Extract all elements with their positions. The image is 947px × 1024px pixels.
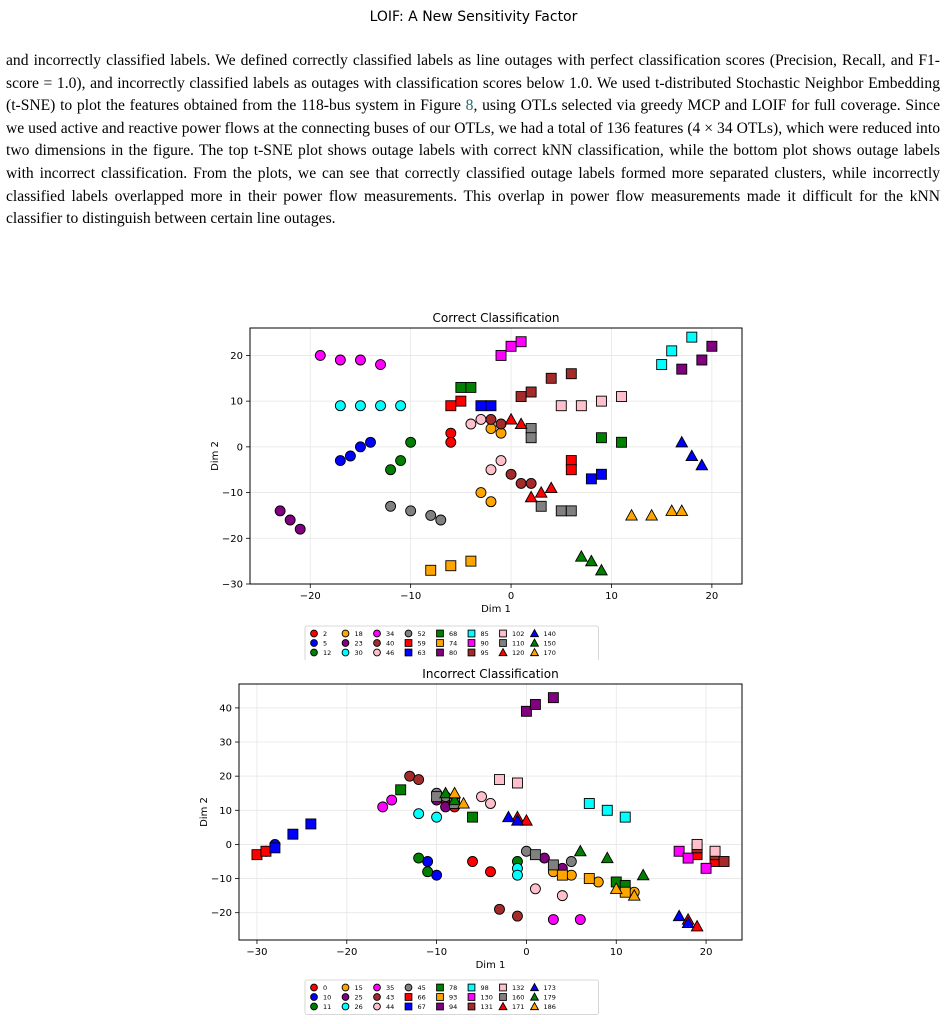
data-point-23: [285, 515, 295, 525]
data-point-59: [456, 396, 466, 406]
x-tick-label: −10: [426, 947, 448, 958]
data-point-78: [396, 785, 406, 795]
data-point-130: [674, 846, 684, 856]
correct-classification-figure: [0, 308, 947, 660]
data-point-132: [494, 775, 504, 785]
legend-label: 90: [480, 639, 489, 648]
paragraph-text-2: , using OTLs selected via greedy MCP and LOIF for full coverage. Since we used active and reactive power flows at the connecting buses of our OTLs, we had a total of 136 features (4 × 34 OTLs), which were reduced into two dimensions in the figure. The top t-SNE plot shows outage labels with correct kNN classification, while the bottom plot shows outage labels with incorrect classification. From the plots, we can see that correctly classified outage labels formed more separated clusters, while incorrectly classified labels overlapped more in their power flow measurements. This overlap in power flow measurements made it difficult for the kNN classifier to distinguish between certain line outages.: [6, 97, 940, 228]
y-tick-label: 20: [230, 350, 243, 362]
y-tick-label: 0: [236, 442, 243, 454]
data-point-46: [476, 414, 486, 424]
legend-label: 85: [480, 630, 489, 638]
legend-marker-63: [405, 649, 412, 656]
data-point-132: [692, 839, 702, 849]
data-point-170: [666, 505, 678, 515]
y-tick-label: −20: [221, 533, 243, 545]
legend-label: 5: [323, 639, 328, 648]
chart-title: Correct Classification: [432, 311, 560, 325]
legend: [305, 980, 599, 1015]
legend-marker-34: [374, 630, 381, 637]
x-tick-label: 0: [507, 591, 515, 602]
legend-label: 67: [417, 1003, 426, 1011]
legend-marker-74: [437, 640, 444, 647]
legend-marker-44: [374, 1003, 381, 1010]
legend-label: 102: [512, 630, 525, 638]
legend-label: 34: [386, 630, 395, 638]
legend-label: 0: [323, 984, 328, 992]
data-point-130: [683, 853, 693, 863]
legend-marker-102: [500, 630, 507, 637]
data-point-11: [414, 853, 424, 863]
x-tick-label: 0: [523, 947, 530, 958]
paragraph-text-1: and incorrectly classified labels. We defined correctly classified labels as line outages with perfect classification scores (Precision, Recall, and F1-score = 1.0), and incorrectly classified labels as outages with classification scores below 1.0. We used t-distributed Stochastic Neighbor Embedding (t-SNE) to plot the features obtained from the 118-bus system in Figure: [6, 52, 940, 115]
legend-label: 52: [417, 630, 426, 638]
data-point-170: [676, 505, 688, 515]
data-point-131: [719, 856, 729, 866]
data-point-110: [536, 501, 546, 511]
data-point-93: [584, 874, 594, 884]
data-point-40: [496, 419, 506, 429]
legend-marker-52: [405, 630, 412, 637]
data-point-102: [617, 392, 627, 402]
legend-label: 140: [543, 630, 556, 638]
data-point-52: [406, 506, 416, 516]
legend-label: 40: [386, 639, 395, 648]
legend-label: 173: [543, 984, 556, 992]
legend: [305, 626, 599, 660]
data-point-80: [707, 341, 717, 351]
data-point-179: [602, 852, 614, 862]
data-point-45: [566, 856, 576, 866]
y-tick-label: −10: [210, 874, 232, 886]
legend-marker-18: [342, 630, 349, 637]
data-point-170: [646, 510, 658, 520]
legend-marker-78: [437, 984, 444, 991]
data-point-74: [466, 556, 476, 566]
data-point-110: [556, 506, 566, 516]
data-point-30: [376, 401, 386, 411]
data-point-170: [626, 510, 638, 520]
legend-label: 171: [512, 1003, 525, 1011]
legend-label: 68: [449, 630, 458, 638]
data-point-34: [335, 355, 345, 365]
legend-label: 46: [386, 649, 395, 657]
data-point-5: [335, 456, 345, 466]
data-point-67: [270, 843, 280, 853]
legend-marker-80: [437, 649, 444, 656]
data-point-173: [673, 910, 685, 920]
data-point-150: [576, 551, 588, 561]
y-tick-label: 10: [230, 396, 243, 408]
data-point-52: [386, 501, 396, 511]
data-point-26: [512, 870, 522, 880]
legend-marker-130: [468, 994, 475, 1001]
legend-label: 80: [449, 649, 458, 657]
data-point-23: [275, 506, 285, 516]
data-point-98: [584, 798, 594, 808]
legend-label: 23: [354, 639, 363, 648]
legend-marker-160: [500, 994, 507, 1001]
data-point-74: [446, 561, 456, 571]
data-point-120: [505, 414, 517, 424]
data-point-150: [586, 555, 598, 565]
legend-label: 95: [480, 649, 489, 657]
data-point-52: [436, 515, 446, 525]
legend-marker-68: [437, 630, 444, 637]
data-point-0: [468, 856, 478, 866]
data-point-35: [387, 795, 397, 805]
legend-label: 63: [417, 649, 426, 657]
legend-marker-67: [405, 1003, 412, 1010]
data-point-98: [620, 812, 630, 822]
legend-marker-66: [405, 994, 412, 1001]
legend-label: 18: [354, 630, 363, 638]
data-points: [252, 693, 729, 931]
legend-marker-12: [311, 649, 318, 656]
legend-marker-26: [342, 1003, 349, 1010]
data-point-80: [697, 355, 707, 365]
data-point-102: [596, 396, 606, 406]
y-tick-label: 40: [219, 703, 232, 715]
data-point-98: [602, 805, 612, 815]
data-point-67: [306, 819, 316, 829]
data-point-94: [530, 699, 540, 709]
data-point-68: [456, 382, 466, 392]
legend-label: 59: [417, 639, 426, 648]
data-point-66: [261, 846, 271, 856]
running-header: LOIF: A New Sensitivity Factor: [369, 9, 578, 25]
legend-label: 150: [543, 639, 556, 648]
legend-marker-93: [437, 994, 444, 1001]
legend-label: 74: [449, 639, 458, 648]
data-point-95: [546, 373, 556, 383]
data-point-95: [526, 387, 536, 397]
data-point-74: [426, 565, 436, 575]
x-tick-label: −30: [246, 947, 268, 958]
data-point-179: [575, 846, 587, 856]
data-point-43: [414, 775, 424, 785]
data-point-110: [566, 506, 576, 516]
data-point-186: [449, 787, 461, 797]
data-point-30: [355, 401, 365, 411]
data-point-95: [566, 369, 576, 379]
data-points: [275, 332, 717, 575]
legend-marker-23: [342, 640, 349, 647]
legend-label: 10: [323, 993, 332, 1002]
legend-label: 130: [480, 993, 493, 1002]
legend-label: 98: [480, 984, 489, 992]
data-point-35: [575, 915, 585, 925]
y-axis-label: Dim 2: [199, 797, 210, 827]
data-point-5: [365, 437, 375, 447]
data-point-90: [506, 341, 516, 351]
legend-marker-0: [311, 984, 318, 991]
data-point-44: [557, 891, 567, 901]
legend-label: 94: [449, 1003, 458, 1011]
legend-marker-30: [342, 649, 349, 656]
incorrect-classification-figure: [0, 662, 947, 1020]
y-axis-label: Dim 2: [210, 441, 221, 471]
legend-label: 45: [417, 984, 426, 992]
data-point-43: [405, 771, 415, 781]
data-point-10: [423, 856, 433, 866]
legend-label: 26: [354, 1003, 363, 1011]
data-point-25: [539, 853, 549, 863]
data-point-132: [710, 846, 720, 856]
legend-label: 120: [512, 649, 525, 657]
data-point-179: [637, 869, 649, 879]
data-point-12: [396, 456, 406, 466]
data-point-46: [486, 465, 496, 475]
legend-marker-5: [311, 640, 318, 647]
legend-label: 30: [354, 649, 363, 657]
legend-label: 2: [323, 630, 328, 638]
legend-label: 93: [449, 993, 458, 1002]
data-point-85: [657, 360, 667, 370]
legend-marker-85: [468, 630, 475, 637]
data-point-160: [548, 860, 558, 870]
legend-label: 35: [386, 984, 395, 992]
data-point-66: [252, 850, 262, 860]
data-point-140: [676, 437, 688, 447]
y-tick-label: 0: [225, 839, 232, 851]
data-point-12: [386, 465, 396, 475]
data-point-160: [530, 850, 540, 860]
data-point-90: [496, 350, 506, 360]
data-point-46: [466, 419, 476, 429]
data-point-0: [486, 867, 496, 877]
plot-frame: [239, 684, 742, 940]
data-point-120: [515, 418, 527, 428]
data-point-34: [315, 350, 325, 360]
legend-marker-98: [468, 984, 475, 991]
data-point-30: [335, 401, 345, 411]
x-tick-label: −20: [299, 591, 321, 602]
data-point-35: [378, 802, 388, 812]
grid-lines: [250, 328, 742, 584]
data-point-130: [701, 863, 711, 873]
legend-label: 25: [354, 993, 363, 1002]
x-tick-label: −20: [336, 947, 358, 958]
grid-lines: [239, 684, 742, 940]
legend-label: 12: [323, 649, 332, 657]
data-point-46: [496, 456, 506, 466]
data-point-59: [566, 465, 576, 475]
data-point-40: [516, 478, 526, 488]
data-point-5: [345, 451, 355, 461]
legend-label: 160: [512, 993, 525, 1002]
data-point-59: [446, 401, 456, 411]
legend-marker-45: [405, 984, 412, 991]
data-point-68: [466, 382, 476, 392]
data-point-2: [446, 428, 456, 438]
body-paragraph: [6, 50, 940, 231]
data-point-26: [432, 812, 442, 822]
data-point-80: [677, 364, 687, 374]
data-point-43: [512, 911, 522, 921]
y-tick-label: 20: [219, 771, 232, 783]
data-point-59: [566, 456, 576, 466]
data-point-10: [432, 870, 442, 880]
legend-label: 15: [354, 984, 363, 992]
legend-marker-131: [468, 1003, 475, 1010]
data-point-110: [526, 433, 536, 443]
data-point-95: [516, 392, 526, 402]
legend-label: 66: [417, 993, 426, 1002]
y-tick-label: 30: [219, 737, 232, 749]
data-point-110: [526, 424, 536, 434]
chart-title: Incorrect Classification: [422, 667, 559, 681]
data-point-68: [596, 433, 606, 443]
legend-label: 131: [480, 1003, 493, 1011]
data-point-18: [496, 428, 506, 438]
legend-marker-15: [342, 984, 349, 991]
x-tick-label: 10: [605, 591, 618, 602]
legend-label: 44: [386, 1003, 395, 1011]
y-tick-label: 10: [219, 805, 232, 817]
legend-label: 186: [543, 1003, 556, 1011]
data-point-52: [426, 510, 436, 520]
data-point-67: [288, 829, 298, 839]
data-point-40: [486, 414, 496, 424]
data-point-85: [687, 332, 697, 342]
legend-marker-25: [342, 994, 349, 1001]
data-point-140: [686, 450, 698, 460]
data-point-26: [414, 809, 424, 819]
legend-marker-132: [500, 984, 507, 991]
data-point-63: [596, 469, 606, 479]
data-point-78: [468, 812, 478, 822]
x-axis-label: Dim 1: [475, 960, 506, 971]
x-tick-label: −10: [400, 591, 422, 602]
data-point-43: [494, 904, 504, 914]
y-tick-label: −30: [221, 579, 243, 591]
data-point-18: [486, 424, 496, 434]
data-point-173: [503, 811, 515, 821]
legend-marker-35: [374, 984, 381, 991]
data-point-44: [486, 798, 496, 808]
legend-marker-11: [311, 1003, 318, 1010]
legend-marker-110: [500, 640, 507, 647]
data-point-120: [535, 487, 547, 497]
legend-marker-94: [437, 1003, 444, 1010]
data-point-93: [557, 870, 567, 880]
legend-label: 170: [543, 649, 556, 657]
data-point-94: [548, 693, 558, 703]
data-point-23: [295, 524, 305, 534]
data-point-34: [376, 360, 386, 370]
data-point-40: [526, 478, 536, 488]
data-point-45: [521, 846, 531, 856]
data-point-40: [506, 469, 516, 479]
legend-label: 78: [449, 984, 458, 992]
legend-label: 132: [512, 984, 525, 992]
legend-label: 43: [386, 993, 395, 1002]
x-tick-label: 20: [699, 947, 713, 958]
data-point-90: [516, 337, 526, 347]
data-point-44: [477, 792, 487, 802]
legend-marker-46: [374, 649, 381, 656]
data-point-15: [566, 870, 576, 880]
x-axis-label: Dim 1: [481, 604, 511, 615]
data-point-30: [396, 401, 406, 411]
data-point-85: [667, 346, 677, 356]
x-tick-label: 10: [609, 947, 623, 958]
legend-marker-10: [311, 994, 318, 1001]
data-point-63: [486, 401, 496, 411]
legend-label: 110: [512, 639, 525, 648]
y-tick-label: −20: [210, 908, 232, 920]
data-point-63: [586, 474, 596, 484]
legend-marker-40: [374, 640, 381, 647]
data-point-63: [476, 401, 486, 411]
data-point-2: [446, 437, 456, 447]
y-tick-label: −10: [221, 488, 243, 500]
x-tick-label: 20: [705, 591, 719, 602]
data-point-102: [556, 401, 566, 411]
figure-reference-link[interactable]: 8: [465, 97, 474, 115]
data-point-18: [486, 497, 496, 507]
data-point-102: [576, 401, 586, 411]
data-point-12: [406, 437, 416, 447]
data-point-35: [548, 915, 558, 925]
legend-marker-2: [311, 630, 318, 637]
legend-marker-95: [468, 649, 475, 656]
legend-label: 179: [543, 993, 556, 1002]
legend-marker-59: [405, 640, 412, 647]
data-point-68: [617, 437, 627, 447]
data-point-18: [476, 488, 486, 498]
legend-label: 11: [323, 1003, 332, 1011]
data-point-132: [512, 778, 522, 788]
data-point-5: [355, 442, 365, 452]
data-point-34: [355, 355, 365, 365]
legend-marker-90: [468, 640, 475, 647]
data-point-44: [530, 884, 540, 894]
legend-marker-43: [374, 994, 381, 1001]
data-point-120: [545, 482, 557, 492]
data-point-94: [521, 706, 531, 716]
data-point-11: [423, 867, 433, 877]
data-point-15: [593, 877, 603, 887]
plot-frame: [250, 328, 742, 584]
